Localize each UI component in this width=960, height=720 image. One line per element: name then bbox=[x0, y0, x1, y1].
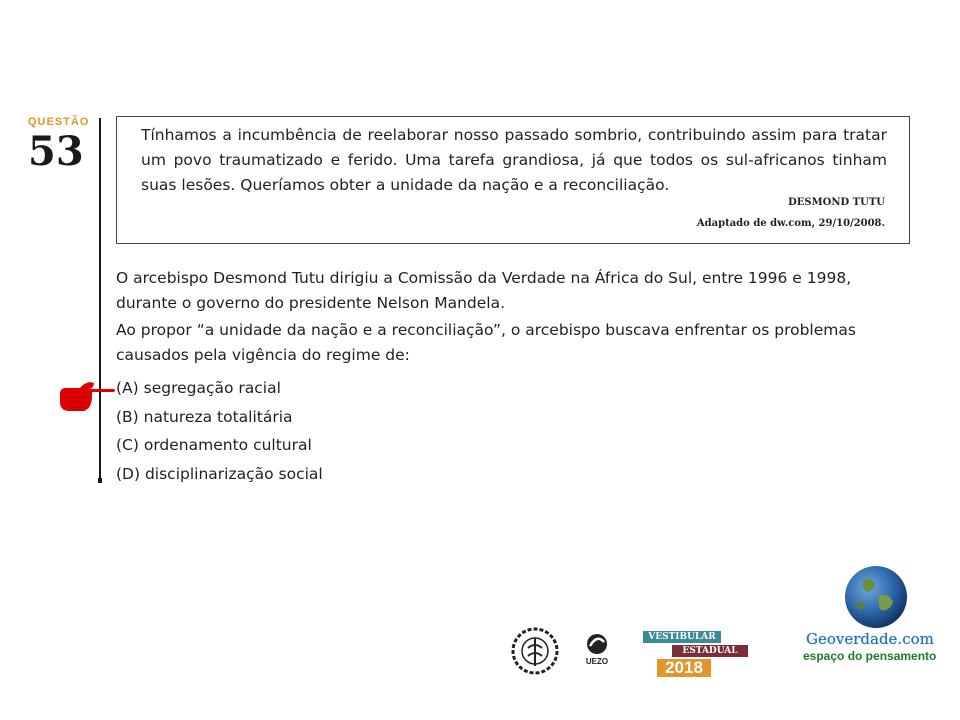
vertical-rule bbox=[99, 118, 101, 478]
quote-text: Tínhamos a incumbência de reelaborar nosso passado sombrio, contribuindo assim para tratar um povo traumatizado e ferido. Uma tarefa grandiosa, já que todos os sul-africanos tinham suas lesões. Queríamos obter a unidade da nação e a reconciliação. bbox=[141, 126, 887, 194]
answer-options bbox=[116, 376, 323, 490]
globe-icon bbox=[845, 566, 907, 628]
year-badge: 2018 bbox=[657, 659, 711, 677]
quote-author: DESMOND TUTU bbox=[788, 197, 885, 208]
uezo-text: UEZO bbox=[585, 657, 609, 666]
quote-source: Adaptado de dw.com, 29/10/2008. bbox=[696, 218, 885, 229]
question-label: QUESTÃO bbox=[28, 116, 90, 128]
brand-tagline: espaço do pensamento bbox=[803, 649, 937, 663]
uerj-seal-icon bbox=[513, 629, 557, 673]
pointing-hand-icon bbox=[58, 380, 116, 414]
vertical-rule-end bbox=[98, 478, 102, 483]
stem-paragraph-2: Ao propor “a unidade da nação e a reconciliação”, o arcebispo buscava enfrentar os problemas causados pela vigência do regime de: bbox=[116, 321, 856, 364]
brand-name[interactable]: Geoverdade.com bbox=[806, 630, 934, 648]
option-b[interactable]: (B) natureza totalitária bbox=[116, 407, 293, 426]
question-number: 53 bbox=[28, 128, 84, 175]
quote-box bbox=[116, 116, 910, 244]
option-c[interactable]: (C) ordenamento cultural bbox=[116, 436, 312, 454]
estadual-badge: ESTADUAL bbox=[672, 645, 748, 657]
stem-paragraph-1: O arcebispo Desmond Tutu dirigiu a Comissão da Verdade na África do Sul, entre 1996 e 1998, durante o governo do presidente Nelson Mandela. bbox=[116, 269, 852, 312]
uezo-logo-icon bbox=[586, 634, 608, 666]
option-a[interactable]: (A) segregação racial bbox=[116, 379, 281, 397]
option-d[interactable]: (D) disciplinarização social bbox=[116, 464, 323, 483]
vestibular-badge: VESTIBULAR bbox=[643, 631, 721, 643]
